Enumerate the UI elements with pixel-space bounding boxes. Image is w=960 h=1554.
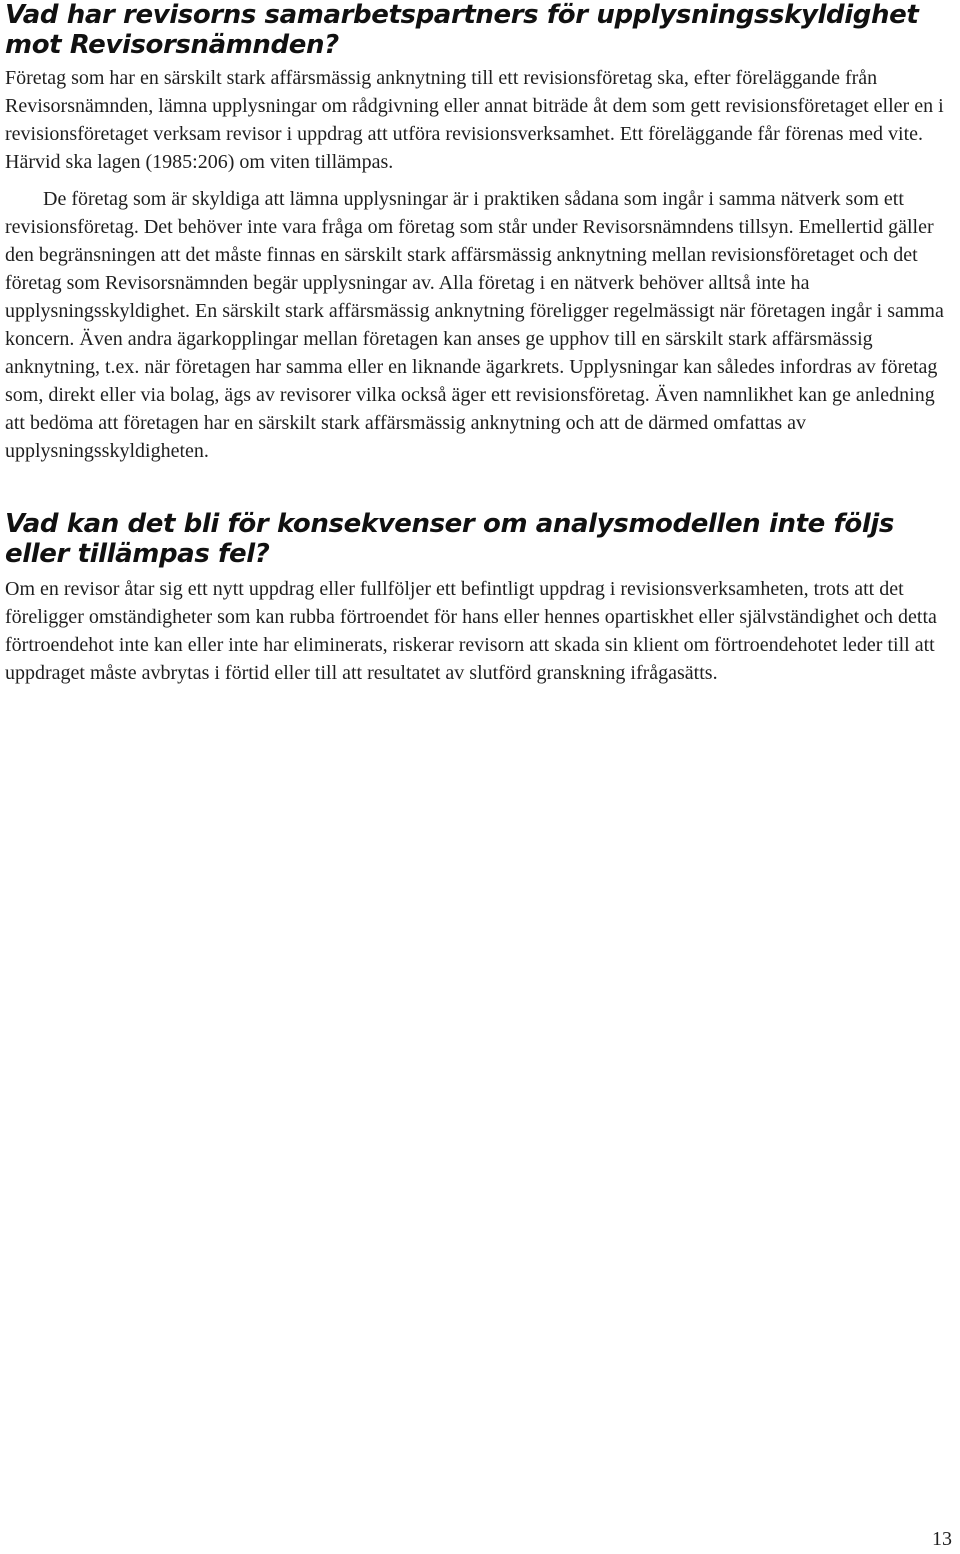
document-page [5, 0, 955, 687]
body-paragraph: Om en revisor åtar sig ett nytt uppdrag eller fullföljer ett befintligt uppdrag i revisionsverksamheten, trots att det föreligger omständigheter som kan rubba förtroendet för hans eller hennes opartiskhet eller självständighet och detta förtroendehot inte kan eller inte har eliminerats, riskerar revisorn att skada sin klient om förtroendehotet leder till att uppdraget måste avbrytas i förtid eller till att resultatet av slutförd granskning ifrågasätts. [5, 578, 937, 684]
page-number: 13 [932, 1528, 952, 1550]
body-paragraph: Företag som har en särskilt stark affärsmässig anknytning till ett revisionsföretag ska, efter föreläggande från Revisorsnämnden, lämna upplysningar om rådgivning eller annat biträde åt dem som gett revisionsföretaget eller en i revisionsföretaget verksam revisor i uppdrag att utföra revisionsverksamhet. Ett föreläggande får förenas med vite. Härvid ska lagen (1985:206) om viten tillämpas. [5, 67, 944, 173]
section-heading: Vad kan det bli för konsekvenser om analysmodellen inte följs eller tillämpas fel? [5, 509, 894, 569]
body-paragraph: De företag som är skyldiga att lämna upplysningar är i praktiken sådana som ingår i samma nätverk som ett revisionsföretag. Det behöver inte vara fråga om företag som står under Revisorsnämndens tillsyn. Emellertid gäller den begränsningen att det måste finnas en särskilt stark affärsmässig anknytning mellan revisionsföretaget och det företag som Revisorsnämnden begär upplysningar av. Alla företag i en nätverk behöver alltså inte ha upplysningsskyldighet. En särskilt stark affärsmässig anknytning föreligger regelmässigt när företagen ingår i samma koncern. Även andra ägarkopplingar mellan företagen kan anses ge upphov till en särskilt stark affärsmässig anknytning, t.ex. när företagen har samma eller en liknande ägarkrets. Upplysningar kan således infordras av företag som, direkt eller via bolag, ägs av revisorer vilka också äger ett revisionsföretag. Även namnlikhet kan ge anledning att bedöma att företagen har en särskilt stark affärsmässig anknytning och att de därmed omfattas av upplysningsskyldigheten. [5, 188, 944, 462]
section-heading: Vad har revisorns samarbetspartners för upplysningsskyldighet mot Revisorsnämnden? [5, 0, 919, 60]
